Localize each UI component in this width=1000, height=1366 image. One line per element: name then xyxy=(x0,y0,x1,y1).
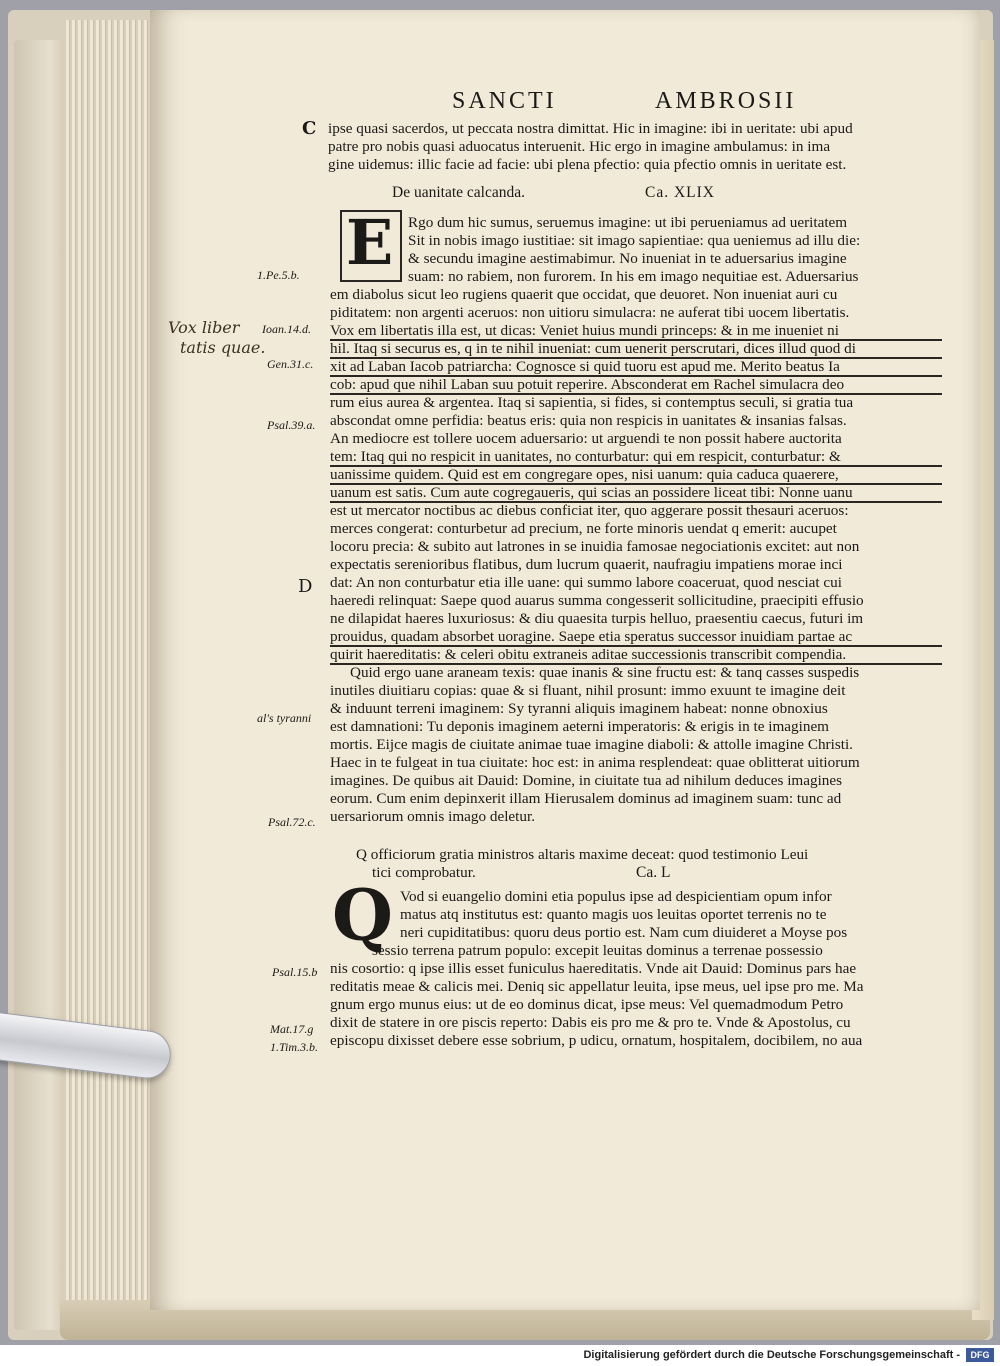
text-line: xit ad Laban Iacob patriarcha: Cognosce si quid tuoru est apud me. Merito beatus Ia xyxy=(330,358,840,375)
drop-cap-e: E xyxy=(346,206,394,279)
running-head-left: SANCTI xyxy=(452,88,557,114)
text-line: locoru precia: & subito aut latrones in se inuidia famosae negociationis excitet: aut non xyxy=(330,538,860,555)
text-line: suam: no rabiem, non furorem. In his em imago nequitiae est. Aduersarius xyxy=(408,268,859,285)
text-line: inutiles diuitiaru copias: quae & si fluant, nihil prosunt: immo exuunt te imagine deit xyxy=(330,682,846,699)
text-line: sessio terrena patrum populo: excepit leuitas dominus a terrenae possessio xyxy=(372,942,823,959)
text-line: haeredi relinquat: Saepe quod auarus summa congesserit sollicitudine, praecipiti effusio xyxy=(330,592,864,609)
margin-ref: al's tyranni xyxy=(257,711,312,725)
section-letter-c: C xyxy=(302,118,317,139)
text-line: & secundu imagine aestimabimur. No inueniat in te aduersarius imagine xyxy=(408,250,847,267)
handwritten-underline xyxy=(330,465,942,467)
handwritten-underline xyxy=(330,645,942,647)
dfg-logo: DFG xyxy=(966,1348,994,1362)
text-line: reditatis meae & calicis mei. Deniq sic appellatur leuita, ipse meus, uel ipse pro me. Ma xyxy=(330,978,864,995)
text-line: abscondat omne perfidia: beatus eris: quia non respicis in uanitates & insanias falsas. xyxy=(330,412,847,429)
text-line: ne dilapidat haeres luxuriosus: & diu quaesita turpis helluo, praesentiu caecus, futuri im xyxy=(330,610,864,627)
chapter-50-title-1: Q officiorum gratia ministros altaris maxime deceat: quod testimonio Leui xyxy=(356,846,809,863)
text-line: gine uidemus: illic facie ad facie: ubi plena pfectio: quia pfectio omnis in ueritate est. xyxy=(328,156,847,173)
margin-ref: 1.Pe.5.b. xyxy=(257,268,300,282)
handwritten-note-line-1: Vox liber xyxy=(168,318,240,337)
text-line: em diabolus sicut leo rugiens quaerit que occidat, que deuoret. Non inueniat auri cu xyxy=(330,286,838,303)
footer-bar xyxy=(0,1345,1000,1366)
text-line: Sit in nobis imago iustitiae: sit imago sapientiae: qua ueniemus ad illu die: xyxy=(408,232,861,249)
running-head-right: AMBROSII xyxy=(655,88,797,114)
margin-ref: Gen.31.c. xyxy=(267,357,314,371)
text-line: An mediocre est tollere uocem aduersario: ut arguendi te non possit habere auctorita xyxy=(330,430,842,447)
text-line: uersariorum omnis imago deletur. xyxy=(330,808,535,825)
text-line: prouidus, quadam absorbet uoragine. Saepe etia speratus successor inuidiam partae ac xyxy=(330,628,853,645)
text-line: patre pro nobis quasi aduocatus interuenit. Hic ergo in imagine ambulamus: in ima xyxy=(328,138,831,155)
text-line: mortis. Eijce magis de ciuitate animae tuae imagine diaboli: & attolle imagine Christi. xyxy=(330,736,853,753)
text-line: cob: apud que nihil Laban suu potuit reperire. Absconderat em Rachel simulacra deo xyxy=(330,376,845,393)
text-line: neri cupiditatibus: quoru deus portio est. Nam cum diuideret a Moyse pos xyxy=(400,924,848,941)
text-line: & induunt terreni imaginem: Sy tyranni aliquis imaginem habeat: nonne obnoxius xyxy=(330,700,828,717)
handwritten-underline xyxy=(330,393,942,395)
handwritten-underline xyxy=(330,375,942,377)
handwritten-note-line-2: tatis quae. xyxy=(180,338,266,357)
handwritten-underline xyxy=(330,357,942,359)
text-line: nis cosortio: q ipse illis esset funiculus haereditatis. Vnde ait Dauid: Dominus pars hae xyxy=(330,960,857,977)
margin-ref: Psal.39.a. xyxy=(267,418,316,432)
text-line: hil. Itaq si securus es, q in te nihil inueniat: cum uenerit perscrutari, dices illud quod di xyxy=(330,340,856,357)
chapter-49-number: Ca. XLIX xyxy=(645,184,715,201)
text-line: est ut mercator noctibus ac diebus conficiat iter, quo aggerare possit thesauri aceruos: xyxy=(330,502,849,519)
footer-credit: Digitalisierung gefördert durch die Deutsche Forschungsgemeinschaft - xyxy=(583,1349,960,1361)
chapter-50-title-2: tici comprobatur. xyxy=(372,864,476,881)
text-line: Vox em libertatis illa est, ut dicas: Veniet huius mundi princeps: & in me inueniet ni xyxy=(330,322,839,339)
text-line: uanum est satis. Cum aute cogregaueris, qui scias an possidere liceat tibi: Nonne uanu xyxy=(330,484,853,501)
drop-cap-q: Q xyxy=(332,874,393,957)
text-line: expectatis serenioribus flatibus, dum lucrum quaerit, naufragiu impatiens morae inci xyxy=(330,556,843,573)
handwritten-underline xyxy=(330,663,942,665)
text-line: Rgo dum hic sumus, seruemus imagine: ut ibi perueniamus ad ueritatem xyxy=(408,214,848,231)
text-line: Quid ergo uane araneam texis: quae inanis & sine fructu est: & tanq casses suspedis xyxy=(350,664,860,681)
margin-ref: Mat.17.g xyxy=(270,1022,314,1036)
text-line: piditatem: non argenti aceruos: non uitioru simulacra: ne auferat tibi uocem libertatis. xyxy=(330,304,850,321)
text-line: tem: Itaq qui no respicit in uanitates, no conturbatur: qui em respicit, conturbatur: & xyxy=(330,448,841,465)
text-line: gnum ergo munus eius: ut de eo dominus dicat, ipse meus: Vel quemadmodum Petro xyxy=(330,996,844,1013)
text-line: uanissime quidem. Quid est em congregare opes, nisi uanum: quia caduca quaerere, xyxy=(330,466,839,483)
section-letter-d: D xyxy=(298,576,313,597)
text-line: episcopu dixisset debere esse sobrium, p udicu, ornatum, hospitalem, docibilem, no aua xyxy=(330,1032,863,1049)
handwritten-underline xyxy=(330,339,942,341)
text-line: rum eius aurea & argentea. Itaq si sapientia, si fides, si contemptus seculi, si gratia tua xyxy=(330,394,854,411)
handwritten-underline xyxy=(330,501,942,503)
chapter-49-title: De uanitate calcanda. xyxy=(392,184,525,201)
text-line: dixit de statere in ore piscis reperto: Dabis eis pro me & pro te. Vnde & Apostolus, cu xyxy=(330,1014,851,1031)
page-weight-strip xyxy=(0,1000,162,1090)
text-line: merces congerat: conturbetur ad precium, ne forte minoris uendat q emerit: aucupet xyxy=(330,520,837,537)
margin-ref: Psal.72.c. xyxy=(268,815,316,829)
text-line: ipse quasi sacerdos, ut peccata nostra dimittat. Hic in imagine: ibi in ueritate: ubi apud xyxy=(328,120,853,137)
text-line: Haec in te fulgeat in tua ciuitate: hoc est: in anima resplendeat: quae oblitterat uitiorum xyxy=(330,754,860,771)
text-line: est damnationi: Tu deponis imaginem aeterni imperatoris: & erigis in te imaginem xyxy=(330,718,829,735)
text-line: dat: An non conturbatur etia ille uane: qui summo labore coaceruat, quod nesciat cui xyxy=(330,574,842,591)
text-line: matus atq institutus est: quanto magis uos leuitas oportet terrenis no te xyxy=(400,906,827,923)
chapter-50-number: Ca. L xyxy=(636,864,671,881)
margin-ref: Ioan.14.d. xyxy=(262,322,311,336)
margin-ref: Psal.15.b xyxy=(272,965,318,979)
text-line: quirit haereditatis: & celeri obitu extraneis aditae successionis transcribit compendia. xyxy=(330,646,847,663)
text-line: imagines. De quibus ait Dauid: Domine, in ciuitate tua ad nihilum deduces imagines xyxy=(330,772,843,789)
text-line: Vod si euangelio domini etia populus ipse ad despicientiam opum infor xyxy=(400,888,832,905)
handwritten-underline xyxy=(330,483,942,485)
text-line: eorum. Cum enim depinxerit illam Hierusalem dominus ad imaginem suam: tunc ad xyxy=(330,790,842,807)
margin-ref: 1.Tim.3.b. xyxy=(270,1040,319,1054)
